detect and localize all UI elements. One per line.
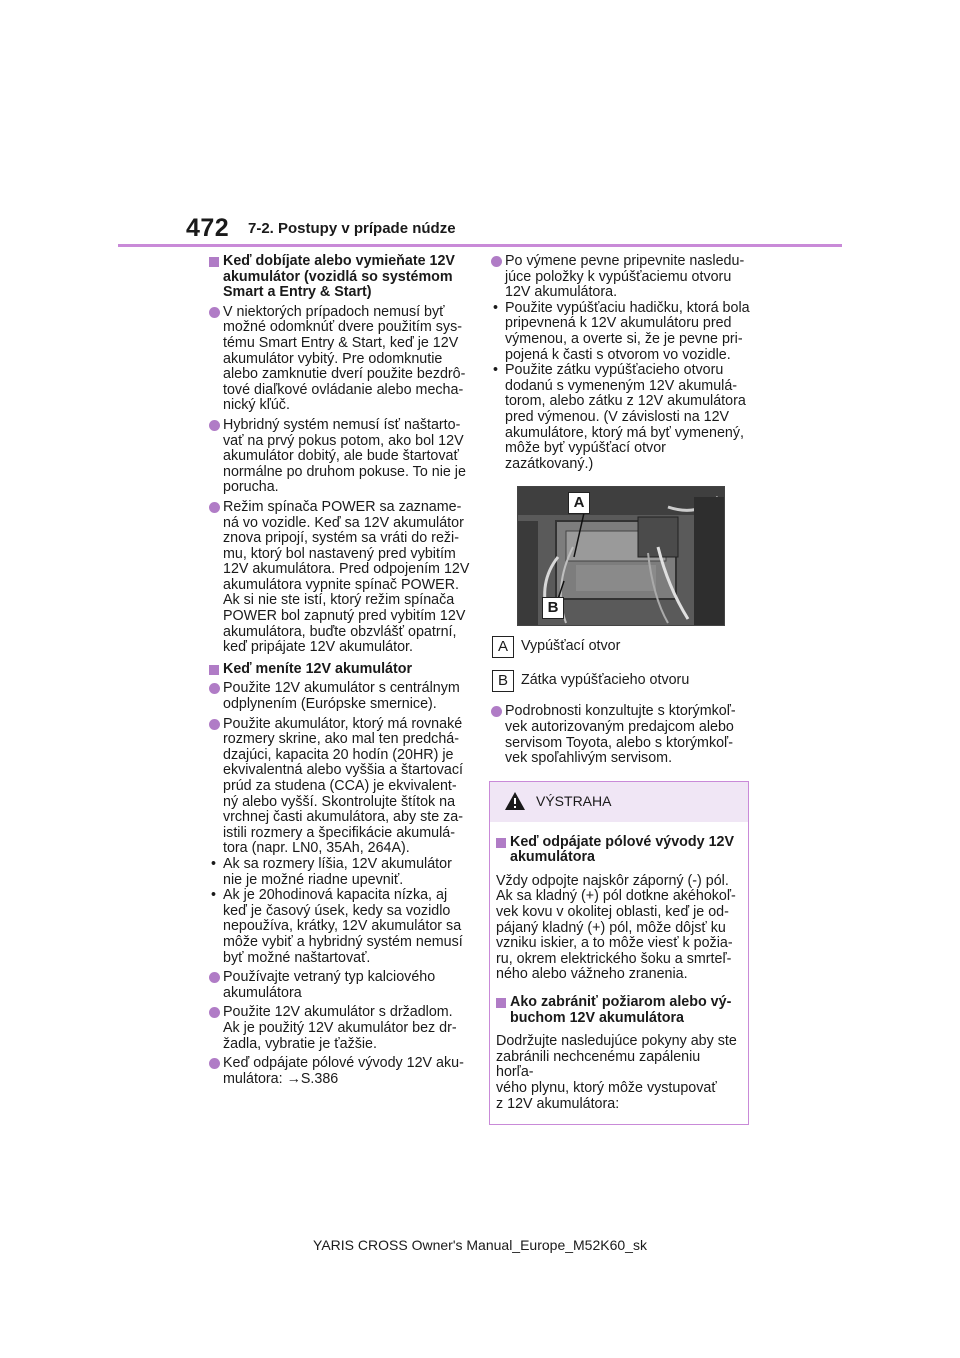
battery-vent-photo bbox=[517, 486, 725, 626]
sub-bullet-dimensions-differ: • Ak sa rozmery líšia, 12V akumulátor nie je možné riadne upevniť. bbox=[211, 855, 452, 888]
sub-bullet-vent-hose: • Použite vypúšťaciu hadičku, ktorá bola pripevnená k 12V akumulátoru pred výmenou, a overte si, že je pevne pri- pojená k časti s otvorom vo vozidle. bbox=[493, 299, 750, 363]
sub-bullet-mark: • bbox=[211, 887, 217, 904]
bullet-dot-icon bbox=[209, 719, 220, 730]
bullet-dot-icon bbox=[491, 706, 502, 717]
sub-bullet-mark: • bbox=[211, 855, 217, 872]
header-divider bbox=[118, 244, 842, 247]
heading-charging-battery: Keď dobíjate alebo vymieňate 12V akumulátor (vozidlá so systémom Smart a Entry & Start) bbox=[209, 254, 471, 301]
bullet-dot-icon bbox=[209, 420, 220, 431]
left-column bbox=[209, 254, 471, 1091]
warning-title: VÝSTRAHA bbox=[536, 792, 612, 809]
page-number: 472 bbox=[186, 214, 230, 242]
sub-bullet-vent-plug: • Použite zátku vypúšťacieho otvoru dodanú s vymeneným 12V akumulá- torom, alebo zátku z 12V akumulátora pred výmenou. (V závislosti na 12V akumulátore, ktorý má byť vymenený, môže byť vypúšťací otvor zazátkovaný.) bbox=[493, 362, 746, 472]
warning-header bbox=[490, 782, 748, 822]
heading-square-icon bbox=[209, 257, 219, 267]
bullet-dot-icon bbox=[209, 307, 220, 318]
warning-heading-fire: Ako zabrániť požiarom alebo vý- buchom 12V akumulátora bbox=[496, 995, 740, 1026]
bullet-after-replacement: Po výmene pevne pripevnite nasledu- júce položky k vypúšťaciemu otvoru 12V akumulátora. bbox=[491, 254, 753, 301]
legend-letter-b: B bbox=[492, 670, 514, 692]
bullet-handle: Použite 12V akumulátor s držadlom. Ak je použitý 12V akumulátor bez dr- žadla, vybratie je ťažšie. bbox=[209, 1005, 471, 1052]
warning-text-fire: Dodržujte nasledujúce pokyny aby ste zabránili nechcenému zapáleniu horľa- vého plynu, ktorý môže vystupovať z 12V akumulátora: bbox=[496, 1033, 737, 1112]
bullet-dot-icon bbox=[491, 256, 502, 267]
callout-b-label: B bbox=[542, 597, 564, 619]
heading-square-icon bbox=[496, 998, 506, 1008]
warning-heading-disconnect: Keď odpájate pólové vývody 12V akumulátora bbox=[496, 835, 740, 866]
bullet-hybrid-start: Hybridný systém nemusí ísť naštarto- vať na prvý pokus potom, ako bol 12V akumulátor dobitý, ale bude štartovať normálne po druhom pokuse. To nie je porucha. bbox=[209, 418, 471, 496]
bullet-consult-dealer: Podrobnosti konzultujte s ktorýmkoľ- vek autorizovaným predajcom alebo servisom Toyota, alebo s ktorýmkoľ- vek spoľahlivým servisom. bbox=[491, 704, 753, 766]
warning-box bbox=[489, 781, 749, 1126]
legend-letter-a: A bbox=[492, 636, 514, 658]
sub-bullet-low-capacity: • Ak je 20hodinová kapacita nízka, aj keď je časový úsek, kedy sa vozidlo nepoužíva, krátky, 12V akumulátor sa môže vybiť a hybridný systém nemusí byť možné naštartovať. bbox=[211, 887, 463, 966]
bullet-same-dimensions: Použite akumulátor, ktorý má rovnaké rozmery skrine, ako mal ten predchá- dzajúci, kapacita 20 hodín (20HR) je ekvivalentná alebo vyššia a štartovací prúd za studena (CCA) je ekvivalent- ný alebo vyšší. Skontrolujte štítok na vrchnej časti akumulátora, aby ste za- istili rozmery a špecifikácie akumulá- tora (napr. LN0, 35Ah, 264A). bbox=[209, 717, 471, 857]
bullet-power-mode: Režim spínača POWER sa zazname- ná vo vozidle. Keď sa 12V akumulátor znova pripojí, systém sa vráti do reži- mu, ktorý bol nastavený pred vybitím 12V akumulátora. Pred odpojením 12V akumulátora vypnite spínač POWER. Ak si nie ste istí, ktorý režim spínača POWER bol zapnutý pred vybitím 12V akumulátora, buďte obzvlášť opatrní, keď pripájate 12V akumulátor. bbox=[209, 500, 471, 656]
legend-item-b bbox=[491, 670, 753, 692]
bullet-dot-icon bbox=[209, 502, 220, 513]
legend-text-a: Vypúšťací otvor bbox=[521, 638, 621, 655]
warning-body bbox=[490, 822, 748, 1125]
heading-replacing-battery: Keď meníte 12V akumulátor bbox=[209, 662, 471, 678]
bullet-smart-entry: V niektorých prípadoch nemusí byť možné odomknúť dvere použitím sys- tému Smart Entry & Start, keď je 12V akumulátor vybitý. Pre odomknutie alebo zamknutie dverí použite bezdrô- tové diaľkové ovládanie alebo mecha- nický kľúč. bbox=[209, 305, 471, 414]
legend-item-a bbox=[491, 636, 753, 658]
section-title: 7-2. Postupy v prípade núdze bbox=[248, 220, 456, 237]
sub-bullet-mark: • bbox=[493, 362, 499, 379]
footer-manual-id: YARIS CROSS Owner's Manual_Europe_M52K60_sk bbox=[313, 1237, 647, 1253]
bullet-dot-icon bbox=[209, 1058, 220, 1069]
warning-text-disconnect: Vždy odpojte najskôr záporný (-) pól. Ak sa kladný (+) pól dotkne akéhokoľ- vek kovu v okolitej oblasti, keď je od- pájaný kladný (+) pól, môže dôjsť ku vzniku iskier, a to môže viesť k požia- ru, okrem elektrického šoku a smrteľ- ného alebo vážneho zranenia. bbox=[496, 872, 736, 983]
heading-square-icon bbox=[496, 838, 506, 848]
warning-triangle-icon bbox=[504, 791, 526, 811]
bullet-dot-icon bbox=[209, 972, 220, 983]
bullet-calcium-type: Používajte vetraný typ kalciového akumulátora bbox=[209, 970, 471, 1001]
bullet-central-venting: Použite 12V akumulátor s centrálnym odplynením (Európske smernice). bbox=[209, 681, 471, 712]
sub-bullet-mark: • bbox=[493, 299, 499, 316]
callout-a-label: A bbox=[568, 492, 590, 514]
heading-square-icon bbox=[209, 665, 219, 675]
bullet-dot-icon bbox=[209, 1007, 220, 1018]
legend-text-b: Zátka vypúšťacieho otvoru bbox=[521, 672, 690, 689]
bullet-disconnect-terminals: Keď odpájate pólové vývody 12V aku- mulátora: →S.386 bbox=[209, 1056, 471, 1087]
bullet-dot-icon bbox=[209, 683, 220, 694]
right-column bbox=[491, 254, 753, 1125]
